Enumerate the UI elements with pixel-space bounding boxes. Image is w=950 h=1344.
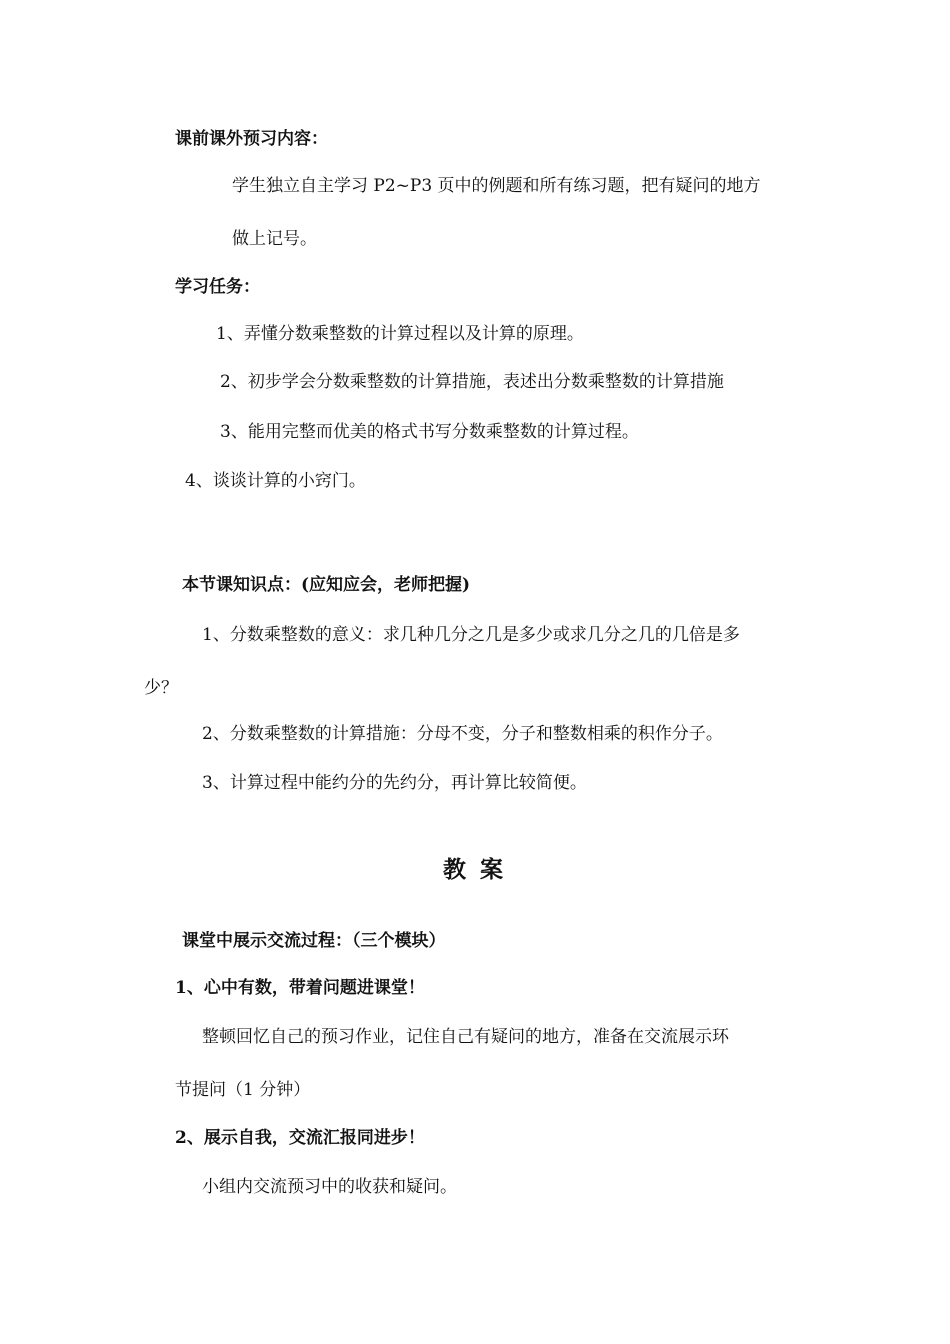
module-2-text-line-1: 小组内交流预习中的收获和疑问。 [202,1177,457,1197]
lesson-plan-subtitle: 课堂中展示交流过程：（三个模块） [182,931,446,951]
module-1-heading: 1、心中有数，带着问题进课堂！ [175,978,425,998]
task-item-4: 4、谈谈计算的小窍门。 [185,471,366,491]
module-1-text-line-1: 整顿回忆自己的预习作业，记住自己有疑问的地方，准备在交流展示环 [202,1027,729,1047]
task-item-3: 3、能用完整而优美的格式书写分数乘整数的计算过程。 [220,422,639,442]
task-item-2: 2、初步学会分数乘整数的计算措施，表述出分数乘整数的计算措施 [220,372,724,392]
lesson-plan-title: 教案 [443,856,517,883]
knowledge-item-3: 3、计算过程中能约分的先约分，再计算比较简便。 [202,773,587,793]
module-2-heading: 2、展示自我，交流汇报同进步！ [175,1128,425,1148]
knowledge-item-1-line-2: 少？ [144,678,178,698]
knowledge-item-2: 2、分数乘整数的计算措施：分母不变，分子和整数相乘的积作分子。 [202,724,723,744]
preview-text-line-1: 学生独立自主学习 P2~P3 页中的例题和所有练习题，把有疑问的地方 [232,176,761,196]
preview-text-line-2: 做上记号。 [232,229,317,249]
knowledge-item-1-line-1: 1、分数乘整数的意义：求几种几分之几是多少或求几分之几的几倍是多 [202,625,740,645]
knowledge-heading: 本节课知识点：(应知应会，老师把握) [182,575,471,595]
module-1-text-line-2: 节提问（1 分钟） [175,1080,311,1100]
tasks-heading: 学习任务： [175,277,260,297]
task-item-1: 1、弄懂分数乘整数的计算过程以及计算的原理。 [216,324,584,344]
preview-heading: 课前课外预习内容： [175,129,328,149]
